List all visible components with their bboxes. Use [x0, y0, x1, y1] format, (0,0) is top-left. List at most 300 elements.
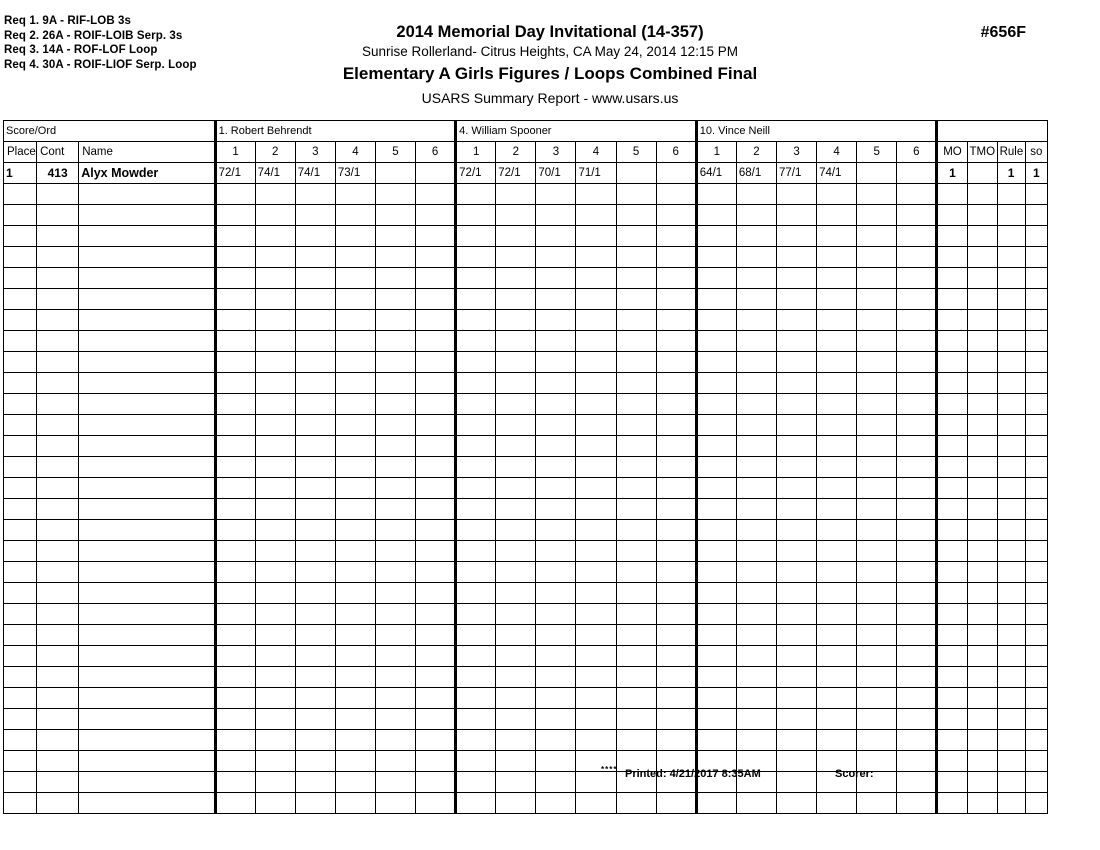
- cell-cont: [37, 226, 79, 247]
- cell-name: [79, 331, 215, 352]
- cell-j3-6: [897, 667, 937, 688]
- cell-mo: [937, 793, 967, 814]
- cell-j1-1: [215, 667, 255, 688]
- cell-j2-6: [656, 331, 696, 352]
- cell-j1-2: [255, 625, 295, 646]
- col-header-j3-2: 2: [736, 142, 776, 163]
- report-subtitle: USARS Summary Report - www.usars.us: [421, 90, 679, 106]
- cell-j3-4: [817, 709, 857, 730]
- cell-j2-2: [496, 226, 536, 247]
- cell-j1-2: [255, 457, 295, 478]
- cell-j2-2: 72/1: [496, 163, 536, 184]
- cell-cont: [37, 247, 79, 268]
- cell-j1-3: [295, 415, 335, 436]
- cell-tmo: [967, 520, 997, 541]
- cell-j2-6: [656, 226, 696, 247]
- cell-cont: [37, 436, 79, 457]
- cell-j1-5: [375, 625, 415, 646]
- col-header-j2-3: 3: [536, 142, 576, 163]
- cell-j3-4: [817, 520, 857, 541]
- cell-mo: [937, 478, 967, 499]
- cell-so: [1025, 520, 1047, 541]
- cell-j1-3: [295, 394, 335, 415]
- cell-so: [1025, 268, 1047, 289]
- cell-j1-2: [255, 562, 295, 583]
- cell-place: [4, 562, 37, 583]
- cell-j2-1: [456, 772, 496, 793]
- cell-j1-1: [215, 772, 255, 793]
- table-row: [4, 646, 1048, 667]
- cell-j3-3: [776, 478, 816, 499]
- cell-j2-2: [496, 457, 536, 478]
- cell-j2-2: [496, 625, 536, 646]
- cell-tmo: [967, 499, 997, 520]
- cell-j1-3: [295, 730, 335, 751]
- cell-j1-1: [215, 478, 255, 499]
- cell-j3-3: [776, 373, 816, 394]
- cell-cont: [37, 667, 79, 688]
- cell-j1-4: [335, 667, 375, 688]
- event-title: Elementary A Girls Figures / Loops Combined Final: [342, 64, 758, 83]
- cell-j3-6: [897, 394, 937, 415]
- cell-name: [79, 499, 215, 520]
- cell-tmo: [967, 415, 997, 436]
- cell-j1-6: [416, 394, 456, 415]
- col-header-place: Place: [4, 142, 37, 163]
- cell-j1-3: [295, 268, 335, 289]
- cell-tmo: [967, 562, 997, 583]
- table-row: [4, 352, 1048, 373]
- cell-j2-2: [496, 730, 536, 751]
- table-row: [4, 163, 1048, 184]
- table-row: [4, 373, 1048, 394]
- cell-j3-1: [696, 436, 736, 457]
- cell-j1-6: [416, 478, 456, 499]
- cell-rule: [997, 394, 1025, 415]
- cell-j3-6: [897, 793, 937, 814]
- cell-j3-1: [696, 499, 736, 520]
- cell-j2-3: [536, 583, 576, 604]
- cell-j3-3: [776, 751, 816, 772]
- cell-rule: [997, 331, 1025, 352]
- cell-j3-3: [776, 625, 816, 646]
- cell-j1-1: [215, 730, 255, 751]
- cell-j2-6: [656, 373, 696, 394]
- cell-j3-6: [897, 331, 937, 352]
- cell-place: [4, 226, 37, 247]
- cell-cont: [37, 268, 79, 289]
- cell-j1-6: [416, 520, 456, 541]
- cell-j1-4: [335, 604, 375, 625]
- table-row: [4, 688, 1048, 709]
- cell-j2-5: [616, 184, 656, 205]
- cell-j2-2: [496, 289, 536, 310]
- cell-j2-5: [616, 268, 656, 289]
- cell-j1-4: [335, 415, 375, 436]
- cell-j3-5: [857, 604, 897, 625]
- cell-rule: [997, 457, 1025, 478]
- cell-j3-6: [897, 184, 937, 205]
- cell-cont: 413: [37, 163, 79, 184]
- cell-j2-1: [456, 541, 496, 562]
- cell-j2-2: [496, 184, 536, 205]
- cell-j1-5: [375, 646, 415, 667]
- cell-j1-3: [295, 310, 335, 331]
- cell-j1-3: [295, 646, 335, 667]
- cell-j2-6: [656, 457, 696, 478]
- cell-tmo: [967, 436, 997, 457]
- cell-j2-2: [496, 793, 536, 814]
- cell-j2-3: [536, 226, 576, 247]
- summary-table: [3, 120, 1048, 814]
- cell-j3-4: [817, 541, 857, 562]
- cell-j3-4: [817, 415, 857, 436]
- cell-j1-4: [335, 793, 375, 814]
- cell-j1-2: [255, 520, 295, 541]
- cell-j2-6: [656, 646, 696, 667]
- cell-j2-3: [536, 667, 576, 688]
- cell-j1-1: [215, 247, 255, 268]
- cell-place: [4, 373, 37, 394]
- cell-mo: [937, 352, 967, 373]
- cell-cont: [37, 793, 79, 814]
- cell-rule: [997, 289, 1025, 310]
- cell-j2-2: [496, 268, 536, 289]
- table-row: [4, 562, 1048, 583]
- cell-j1-4: [335, 625, 375, 646]
- cell-j2-3: [536, 352, 576, 373]
- cell-j3-5: [857, 646, 897, 667]
- judge-header-1: 1. Robert Behrendt: [215, 121, 456, 142]
- cell-j3-6: [897, 751, 937, 772]
- cell-tmo: [967, 268, 997, 289]
- cell-tmo: [967, 688, 997, 709]
- cell-j2-4: [576, 226, 616, 247]
- cell-name: [79, 583, 215, 604]
- cell-j3-5: [857, 394, 897, 415]
- cell-so: [1025, 331, 1047, 352]
- cell-j3-5: [857, 541, 897, 562]
- cell-j2-3: [536, 625, 576, 646]
- cell-j1-3: [295, 667, 335, 688]
- cell-j3-6: [897, 730, 937, 751]
- cell-j2-4: [576, 625, 616, 646]
- cell-j3-5: [857, 667, 897, 688]
- cell-j2-3: [536, 541, 576, 562]
- cell-mo: 1: [937, 163, 967, 184]
- cell-j3-1: [696, 415, 736, 436]
- cell-j2-3: [536, 268, 576, 289]
- cell-j2-3: [536, 373, 576, 394]
- cell-j3-5: [857, 562, 897, 583]
- cell-j2-1: [456, 583, 496, 604]
- cell-j3-3: [776, 541, 816, 562]
- cell-j3-4: [817, 205, 857, 226]
- cell-cont: [37, 310, 79, 331]
- cell-j1-6: [416, 604, 456, 625]
- cell-rule: [997, 583, 1025, 604]
- cell-j1-1: [215, 751, 255, 772]
- cell-tmo: [967, 583, 997, 604]
- cell-j1-1: [215, 646, 255, 667]
- cell-j1-2: [255, 604, 295, 625]
- cell-j3-3: [776, 583, 816, 604]
- cell-j1-1: [215, 688, 255, 709]
- cell-j1-2: [255, 373, 295, 394]
- cell-tmo: [967, 751, 997, 772]
- cell-j1-2: [255, 772, 295, 793]
- cell-j2-6: [656, 625, 696, 646]
- cell-mo: [937, 667, 967, 688]
- cell-j3-3: [776, 331, 816, 352]
- cell-j1-2: [255, 667, 295, 688]
- cell-j2-5: [616, 457, 656, 478]
- cell-cont: [37, 604, 79, 625]
- cell-j1-2: [255, 310, 295, 331]
- cell-j1-2: [255, 394, 295, 415]
- cell-j3-3: [776, 646, 816, 667]
- cell-j2-3: [536, 709, 576, 730]
- scorer-label: Scorer:: [835, 768, 874, 780]
- col-header-j2-4: 4: [576, 142, 616, 163]
- cell-j2-2: [496, 646, 536, 667]
- cell-rule: [997, 625, 1025, 646]
- cell-j3-3: [776, 667, 816, 688]
- cell-j2-4: [576, 499, 616, 520]
- cell-j2-5: [616, 226, 656, 247]
- cell-j1-2: [255, 436, 295, 457]
- cell-j3-5: [857, 310, 897, 331]
- cell-name: [79, 457, 215, 478]
- cell-j3-5: [857, 688, 897, 709]
- cell-j3-2: [736, 709, 776, 730]
- cell-j3-6: [897, 352, 937, 373]
- cell-so: [1025, 751, 1047, 772]
- column-header-row: [4, 142, 1048, 163]
- cell-j1-6: [416, 688, 456, 709]
- cell-j3-5: [857, 289, 897, 310]
- table-row: [4, 289, 1048, 310]
- cell-j2-1: [456, 352, 496, 373]
- cell-so: [1025, 310, 1047, 331]
- cell-j1-6: [416, 583, 456, 604]
- cell-j3-1: [696, 247, 736, 268]
- cell-rule: [997, 751, 1025, 772]
- cell-j1-5: [375, 436, 415, 457]
- table-row: [4, 394, 1048, 415]
- cell-name: [79, 205, 215, 226]
- cell-j2-5: [616, 247, 656, 268]
- cell-j2-2: [496, 352, 536, 373]
- cell-j3-4: [817, 268, 857, 289]
- cell-j2-6: [656, 478, 696, 499]
- cell-j1-5: [375, 373, 415, 394]
- cell-rule: [997, 646, 1025, 667]
- cell-place: [4, 184, 37, 205]
- cell-j1-3: 74/1: [295, 163, 335, 184]
- cell-j3-4: [817, 583, 857, 604]
- cell-so: [1025, 289, 1047, 310]
- cell-j3-4: [817, 184, 857, 205]
- cell-j1-1: [215, 457, 255, 478]
- cell-j2-1: [456, 499, 496, 520]
- cell-j3-4: [817, 226, 857, 247]
- cell-j3-1: [696, 625, 736, 646]
- cell-j3-6: [897, 583, 937, 604]
- cell-j3-4: [817, 289, 857, 310]
- cell-name: [79, 394, 215, 415]
- cell-j1-2: [255, 289, 295, 310]
- cell-so: [1025, 562, 1047, 583]
- cell-place: [4, 205, 37, 226]
- cell-rule: [997, 709, 1025, 730]
- cell-j2-3: [536, 772, 576, 793]
- cell-j2-1: [456, 247, 496, 268]
- cell-j2-2: [496, 541, 536, 562]
- cell-place: [4, 499, 37, 520]
- cell-place: [4, 541, 37, 562]
- cell-cont: [37, 184, 79, 205]
- cell-j2-6: [656, 436, 696, 457]
- cell-j1-3: [295, 247, 335, 268]
- cell-j3-5: [857, 457, 897, 478]
- cell-place: [4, 520, 37, 541]
- cell-j2-6: [656, 310, 696, 331]
- cell-j1-6: [416, 289, 456, 310]
- cell-j3-1: [696, 478, 736, 499]
- cell-j3-2: [736, 793, 776, 814]
- col-header-j2-1: 1: [456, 142, 496, 163]
- cell-rule: 1: [997, 163, 1025, 184]
- cell-j3-2: [736, 667, 776, 688]
- cell-j1-1: [215, 793, 255, 814]
- judge-header-row: [4, 121, 1048, 142]
- cell-j2-4: [576, 310, 616, 331]
- cell-rule: [997, 478, 1025, 499]
- cell-j2-2: [496, 583, 536, 604]
- cell-j1-4: [335, 709, 375, 730]
- cell-j3-1: [696, 289, 736, 310]
- cell-j1-4: [335, 184, 375, 205]
- cell-j2-1: [456, 373, 496, 394]
- cell-j1-1: [215, 352, 255, 373]
- cell-rule: [997, 793, 1025, 814]
- cell-j1-3: [295, 793, 335, 814]
- cell-j3-6: [897, 520, 937, 541]
- cell-j2-4: 71/1: [576, 163, 616, 184]
- cell-j2-5: [616, 205, 656, 226]
- cell-j3-5: [857, 583, 897, 604]
- cell-j2-4: [576, 772, 616, 793]
- cell-j2-6: [656, 604, 696, 625]
- cell-j2-4: [576, 373, 616, 394]
- cell-j2-3: [536, 688, 576, 709]
- cell-j3-4: [817, 436, 857, 457]
- cell-j1-4: [335, 583, 375, 604]
- cell-j2-1: [456, 394, 496, 415]
- cell-j3-2: [736, 394, 776, 415]
- cell-j2-6: [656, 667, 696, 688]
- cell-mo: [937, 541, 967, 562]
- cell-j1-3: [295, 289, 335, 310]
- cell-j2-2: [496, 205, 536, 226]
- cell-j2-2: [496, 247, 536, 268]
- col-header-j1-4: 4: [335, 142, 375, 163]
- cell-j3-3: [776, 268, 816, 289]
- cell-place: [4, 352, 37, 373]
- cell-j3-4: [817, 604, 857, 625]
- cell-j1-5: [375, 310, 415, 331]
- cell-cont: [37, 415, 79, 436]
- cell-j3-3: [776, 247, 816, 268]
- cell-j1-3: [295, 751, 335, 772]
- cell-j1-6: [416, 667, 456, 688]
- cell-j3-2: [736, 646, 776, 667]
- cell-place: [4, 268, 37, 289]
- cell-j2-6: [656, 520, 696, 541]
- cell-so: [1025, 457, 1047, 478]
- cell-j2-6: [656, 499, 696, 520]
- cell-mo: [937, 604, 967, 625]
- cell-rule: [997, 499, 1025, 520]
- cell-j3-2: [736, 541, 776, 562]
- cell-place: [4, 289, 37, 310]
- cell-name: [79, 646, 215, 667]
- cell-j1-4: [335, 688, 375, 709]
- cell-j2-5: [616, 604, 656, 625]
- cell-j1-5: [375, 457, 415, 478]
- cell-place: [4, 583, 37, 604]
- cell-j2-4: [576, 352, 616, 373]
- cell-j1-6: [416, 205, 456, 226]
- cell-j3-4: [817, 247, 857, 268]
- cell-j1-5: [375, 478, 415, 499]
- cell-j1-3: [295, 604, 335, 625]
- cell-j1-5: [375, 352, 415, 373]
- cell-name: [79, 793, 215, 814]
- cell-so: [1025, 541, 1047, 562]
- cell-j2-3: [536, 478, 576, 499]
- cell-j1-4: [335, 352, 375, 373]
- cell-j1-5: [375, 709, 415, 730]
- cell-j1-4: [335, 373, 375, 394]
- cell-j2-4: [576, 562, 616, 583]
- cell-name: [79, 730, 215, 751]
- cell-cont: [37, 520, 79, 541]
- cell-j3-2: [736, 352, 776, 373]
- cell-place: [4, 625, 37, 646]
- cell-j3-4: [817, 667, 857, 688]
- cell-j1-1: [215, 436, 255, 457]
- cell-j3-3: [776, 520, 816, 541]
- cell-j3-6: [897, 604, 937, 625]
- cell-j2-4: [576, 289, 616, 310]
- requirement-item: Req 2. 26A - ROIF-LOIB Serp. 3s: [4, 29, 183, 42]
- cell-name: [79, 604, 215, 625]
- table-row: [4, 457, 1048, 478]
- cell-j2-3: [536, 730, 576, 751]
- cell-j1-2: [255, 541, 295, 562]
- cell-so: [1025, 772, 1047, 793]
- cell-j1-5: [375, 604, 415, 625]
- cell-so: [1025, 373, 1047, 394]
- cell-j1-2: [255, 751, 295, 772]
- cell-j2-4: [576, 331, 616, 352]
- cell-j1-2: [255, 331, 295, 352]
- cell-j2-5: [616, 478, 656, 499]
- cell-j2-6: [656, 583, 696, 604]
- cell-j1-3: [295, 226, 335, 247]
